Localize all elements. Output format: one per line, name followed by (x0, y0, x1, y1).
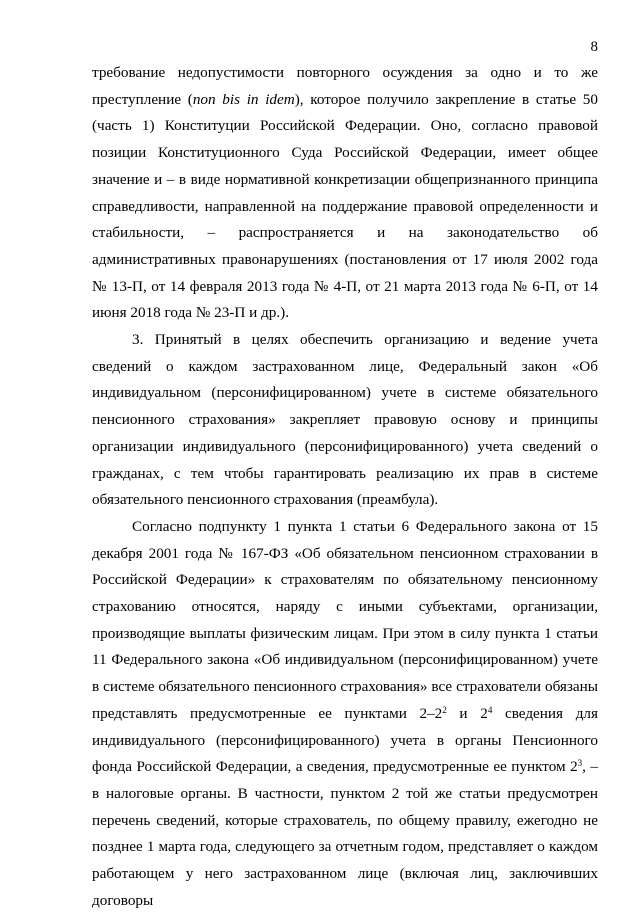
superscript-index: 4 (487, 704, 493, 715)
text-run: сведения для индивидуального (персонифицированного) учета в органы Пенсионного фонда Российской Федерации, а сведения, предусмотренные ее пунктом 2 (92, 704, 598, 776)
document-body (92, 60, 598, 915)
text-run: требование недопустимости повторного осуждения за одно и то же преступление ( (92, 64, 598, 108)
text-run: ), которое получило закрепление в статье 50 (часть 1) Конституции Российской Федерации. Оно, согласно правовой позиции Конституционного Суда Российской Федерации, имеет общее значение и – в виде нормативной конкретизации общепризнанного принципа справедливости, направленной на поддержание правовой определенности и стабильности, – распространяется и на законодательство об административных правонарушениях (постановления от 17 июля 2002 года № 13-П, от 14 февраля 2013 года № 4-П, от 21 марта 2013 года № 6-П, от 14 июня 2018 года № 23-П и др.). (92, 90, 598, 322)
latin-phrase: non bis in idem (192, 90, 295, 108)
text-run: , – в налоговые органы. В частности, пунктом 2 той же статьи предусмотрен перечень сведений, которые страхователь, по общему правилу, ежегодно не позднее 1 марта года, следующего за отчетным годом, представляет о каждом работающем у него застрахованном лице (включая лиц, заключивших договоры (92, 758, 599, 909)
superscript-index: 3 (577, 758, 583, 769)
text-run: и 2 (446, 704, 488, 722)
paragraph-p1 (92, 60, 598, 327)
paragraph-p3 (92, 514, 598, 915)
paragraph-p2 (92, 327, 598, 514)
text-run: Согласно подпункту 1 пункта 1 статьи 6 Федерального закона от 15 декабря 2001 года № 167-ФЗ «Об обязательном пенсионном страховании в Российской Федерации» к страхователям по обязательному пенсионному страхованию относятся, наряду с иными субъектами, организации, производящие выплаты физическим лицам. При этом в силу пункта 1 статьи 11 Федерального закона «Об индивидуальном (персонифицированном) учете в системе обязательного пенсионного страхования» все страхователи обязаны представлять предусмотренные ее пунктами 2–2 (92, 517, 598, 722)
superscript-index: 2 (442, 704, 447, 715)
page-number: 8 (590, 39, 598, 55)
text-run: 3. Принятый в целях обеспечить организацию и ведение учета сведений о каждом застрахованном лице, Федеральный закон «Об индивидуальном (персонифицированном) учете в системе обязательного пенсионного страхования» закрепляет правовую основу и принципы организации индивидуального (персонифицированного) учета сведений о гражданах, с тем чтобы гарантировать реализацию их прав в системе обязательного пенсионного страхования (преамбула). (92, 331, 598, 509)
